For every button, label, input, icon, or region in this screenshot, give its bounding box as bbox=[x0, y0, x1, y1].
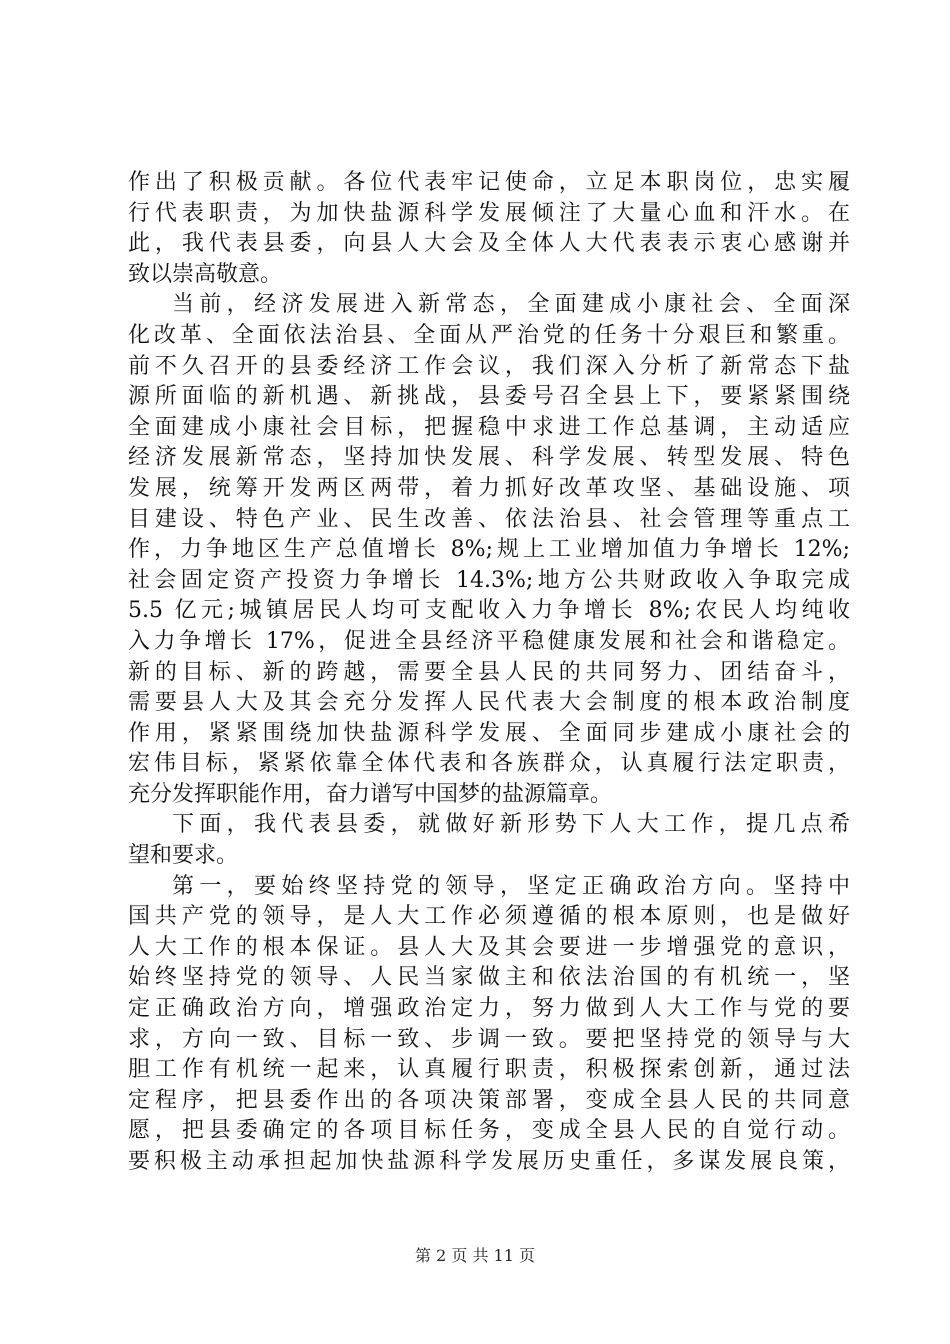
text-line: 全面建成小康社会目标，把握稳中求进工作总基调，主动适应 bbox=[128, 414, 850, 440]
text-line: 前不久召开的县委经济工作会议，我们深入分析了新常态下盐 bbox=[128, 353, 850, 379]
text-line: 国共产党的领导，是人大工作必须遵循的根本原则，也是做好 bbox=[128, 904, 850, 930]
text-line: 作，力争地区生产总值增长 8%;规上工业增加值力争增长 12%; bbox=[128, 537, 850, 563]
text-line: 作出了积极贡献。各位代表牢记使命，立足本职岗位，忠实履 bbox=[128, 170, 850, 195]
text-line: 5.5 亿元;城镇居民人均可支配收入力争增长 8%;农民人均纯收 bbox=[128, 598, 850, 624]
text-line: 定正确政治方向，增强政治定力，努力做到人大工作与党的要 bbox=[128, 996, 850, 1022]
text-line: 社会固定资产投资力争增长 14.3%;地方公共财政收入争取完成 bbox=[128, 567, 850, 593]
text-line: 人大工作的根本保证。县人大及其会要进一步增强党的意识， bbox=[128, 934, 850, 960]
text-line: 定程序，把县委作出的各项决策部署，变成全县人民的共同意 bbox=[128, 1087, 850, 1113]
page-footer: 第 2 页 共 11 页 bbox=[415, 1246, 535, 1265]
document-body bbox=[128, 168, 850, 1178]
text-line: 经济发展新常态，坚持加快发展、科学发展、转型发展、特色 bbox=[128, 445, 850, 471]
text-line: 充分发挥职能作用，奋力谱写中国梦的盐源篇章。 bbox=[128, 781, 613, 807]
text-line: 目建设、特色产业、民生改善、依法治县、社会管理等重点工 bbox=[128, 506, 850, 532]
text-line: 入力争增长 17%，促进全县经济平稳健康发展和社会和谐稳定。 bbox=[128, 628, 850, 654]
text-line: 胆工作有机统一起来，认真履行职责，积极探索创新，通过法 bbox=[128, 1057, 850, 1083]
text-line: 化改革、全面依法治县、全面从严治党的任务十分艰巨和繁重。 bbox=[128, 322, 850, 348]
text-line: 需要县人大及其会充分发挥人民代表大会制度的根本政治制度 bbox=[128, 690, 850, 716]
text-line: 始终坚持党的领导、人民当家做主和依法治国的有机统一，坚 bbox=[128, 965, 850, 991]
text-line: 此，我代表县委，向县人大会及全体人大代表表示衷心感谢并 bbox=[128, 231, 850, 257]
text-line: 愿，把县委确定的各项目标任务，变成全县人民的自觉行动。 bbox=[128, 1118, 850, 1144]
text-line: 宏伟目标，紧紧依靠全体代表和各族群众，认真履行法定职责， bbox=[128, 751, 850, 777]
text-line: 求，方向一致、目标一致、步调一致。要把坚持党的领导与大 bbox=[128, 1026, 850, 1052]
text-line: 新的目标、新的跨越，需要全县人民的共同努力、团结奋斗， bbox=[128, 659, 850, 685]
text-line: 发展，统筹开发两区两带，着力抓好改革攻坚、基础设施、项 bbox=[128, 475, 850, 501]
text-line: 致以崇高敬意。 bbox=[128, 261, 283, 287]
text-line: 作用，紧紧围绕加快盐源科学发展、全面同步建成小康社会的 bbox=[128, 720, 850, 746]
text-line: 行代表职责，为加快盐源科学发展倾注了大量心血和汗水。在 bbox=[128, 200, 850, 226]
text-line: 当前，经济发展进入新常态，全面建成小康社会、全面深 bbox=[172, 292, 850, 318]
text-line: 望和要求。 bbox=[128, 843, 239, 869]
text-line: 源所面临的新机遇、新挑战，县委号召全县上下，要紧紧围绕 bbox=[128, 384, 850, 410]
text-line: 第一，要始终坚持党的领导，坚定正确政治方向。坚持中 bbox=[172, 873, 850, 899]
text-line: 下面，我代表县委，就做好新形势下人大工作，提几点希 bbox=[172, 812, 850, 838]
text-line: 要积极主动承担起加快盐源科学发展历史重任，多谋发展良策， bbox=[128, 1149, 850, 1174]
